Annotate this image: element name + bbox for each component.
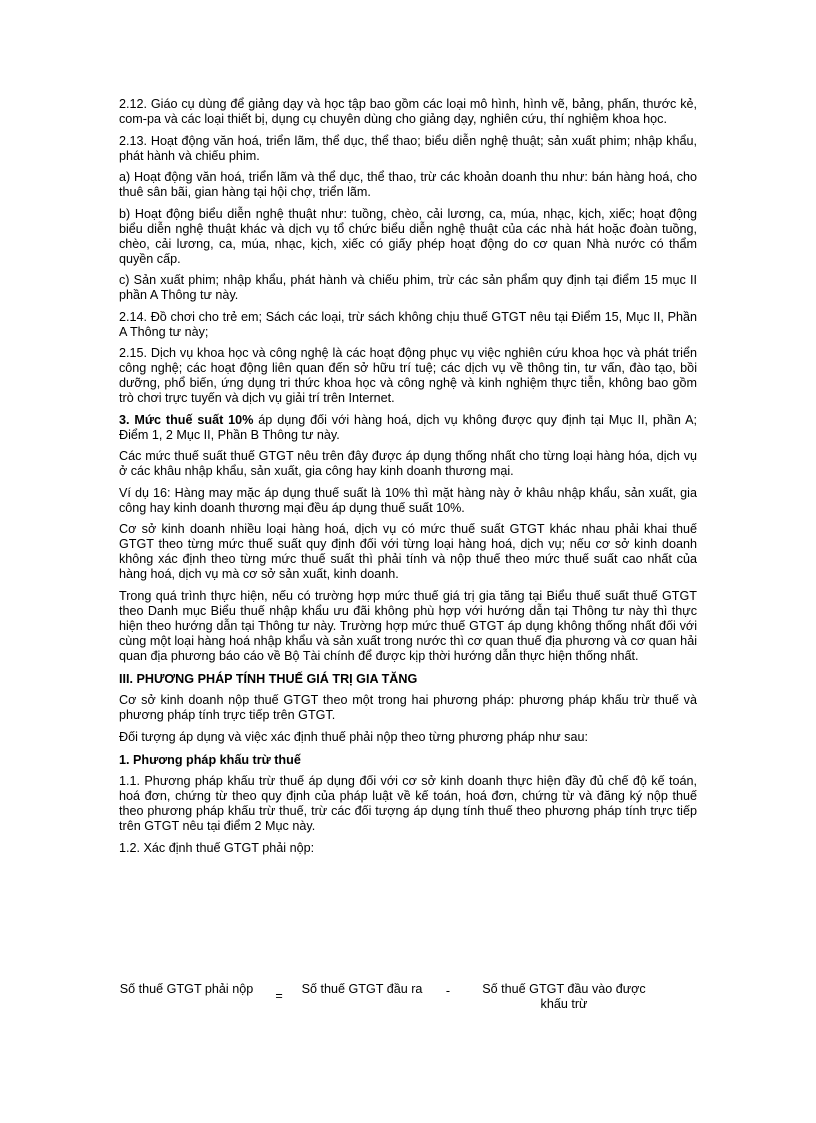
- section-iii-heading: III. PHƯƠNG PHÁP TÍNH THUẾ GIÁ TRỊ GIA TĂNG: [119, 671, 418, 686]
- rate-10-label: 3. Mức thuế suất 10%: [119, 412, 254, 427]
- formula-output-vat: Số thuế GTGT đầu ra: [301, 982, 423, 996]
- paragraph-2-13-a: a) Hoạt động văn hoá, triển lãm và thể dục, thể thao, trừ các khoản doanh thu như: bán hàng hoá, cho thuê sân bãi, gian hàng tại hội chợ, triển lãm.: [119, 170, 697, 199]
- paragraph-example-16: Ví dụ 16: Hàng may mặc áp dụng thuế suất là 10% thì mặt hàng này ở khâu nhập khẩu, sản xuất, gia công hay kinh doanh thương mại đều áp dụng thuế suất 10%.: [119, 485, 697, 515]
- paragraph-rate-10: [119, 413, 697, 443]
- paragraph-1-1: 1.1. Phương pháp khấu trừ thuế áp dụng đối với cơ sở kinh doanh thực hiện đầy đủ chế độ kế toán, hoá đơn, chứng từ theo quy định của pháp luật về kế toán, hoá đơn, chứng từ và đăng ký nộp thuế theo phương pháp khấu trừ thuế, trừ các đối tượng áp dụng tính thuế theo phương pháp tính trực tiếp trên GTGT nêu tại điểm 2 Mục này.: [119, 774, 697, 833]
- paragraph-2-15: 2.15. Dịch vụ khoa học và công nghệ là các hoạt động phục vụ việc nghiên cứu khoa học và phát triển công nghệ; các hoạt động liên quan đến sở hữu trí tuệ; các dịch vụ về thông tin, tư vấn, đào tạo, bồi dưỡng, phổ biến, ứng dụng tri thức khoa học và công nghệ và kinh nghiệm thực tiễn, không bao gồm trò chơi trực tuyến và dịch vụ giải trí trên Internet.: [119, 346, 697, 405]
- paragraph-2-14: 2.14. Đồ chơi cho trẻ em; Sách các loại, trừ sách không chịu thuế GTGT nêu tại Điểm 15, Mục II, Phần A Thông tư này;: [119, 309, 697, 339]
- paragraph-implementation: Trong quá trình thực hiện, nếu có trường hợp mức thuế giá trị gia tăng tại Biểu thuế suất thuế GTGT theo Danh mục Biểu thuế nhập khẩu ưu đãi không phù hợp với hướng dẫn tại Thông tư này thì thực hiện theo hướng dẫn tại Thông tư này. Trường hợp mức thuế GTGT áp dụng không thống nhất đối với cùng một loại hàng hoá nhập khẩu và sản xuất trong nước thì cơ quan thuế địa phương và cơ quan hải quan địa phương báo cáo về Bộ Tài chính để được kịp thời hướng dẫn thực hiện thống nhất.: [119, 588, 697, 663]
- formula-equals-sign: =: [275, 989, 283, 1003]
- formula-minus-sign: -: [445, 984, 451, 998]
- paragraph-2-13-b: b) Hoạt động biểu diễn nghệ thuật như: tuồng, chèo, cải lương, ca, múa, nhạc, kịch, xiếc; hoạt động biểu diễn nghệ thuật khác và dịch vụ tổ chức biểu diễn nghệ thuật của các nhà hát hoặc đoàn tuồng, chèo, cải lương, ca, múa, nhạc, kịch, xiếc có giấy phép hoạt động do cơ quan Nhà nước có thẩm quyền cấp.: [119, 206, 697, 266]
- method-1-heading: 1. Phương pháp khấu trừ thuế: [119, 752, 301, 767]
- vat-formula: [119, 982, 697, 1022]
- formula-vat-payable: Số thuế GTGT phải nộp: [119, 982, 254, 996]
- paragraph-2-12: 2.12. Giáo cụ dùng để giảng dạy và học tập bao gồm các loại mô hình, hình vẽ, bảng, phấn, thước kẻ, com-pa và các loại thiết bị, dụng cụ chuyên dùng cho giảng dạy, nghiên cứu, thí nghiệm khoa học.: [119, 97, 697, 126]
- paragraph-2-13: 2.13. Hoạt động văn hoá, triển lãm, thể dục, thể thao; biểu diễn nghệ thuật; sản xuất phim; nhập khẩu, phát hành và chiếu phim.: [119, 133, 697, 163]
- paragraph-1-2: 1.2. Xác định thuế GTGT phải nộp:: [119, 840, 315, 855]
- paragraph-subjects: Đối tượng áp dụng và việc xác định thuế phải nộp theo từng phương pháp như sau:: [119, 729, 588, 744]
- paragraph-multiple-rates: Cơ sở kinh doanh nhiều loại hàng hoá, dịch vụ có mức thuế suất GTGT khác nhau phải khai thuế GTGT theo từng mức thuế suất quy định đối với từng loại hàng hoá, dịch vụ; nếu cơ sở kinh doanh không xác định theo từng mức thuế suất thì phải tính và nộp thuế theo mức thuế suất cao nhất của hàng hoá, dịch vụ mà cơ sở sản xuất, kinh doanh.: [119, 522, 697, 581]
- rate-10-text: áp dụng đối với hàng hoá, dịch vụ không được quy định tại Mục II, phần A; Điểm 1, 2 Mục II, Phần B Thông tư này.: [119, 412, 697, 442]
- document-page: [119, 97, 697, 1011]
- paragraph-methods: Cơ sở kinh doanh nộp thuế GTGT theo một trong hai phương pháp: phương pháp khấu trừ thuế và phương pháp tính trực tiếp trên GTGT.: [119, 693, 697, 722]
- paragraph-2-13-c: c) Sản xuất phim; nhập khẩu, phát hành và chiếu phim, trừ các sản phẩm quy định tại điểm 15 mục II phần A Thông tư này.: [119, 273, 697, 302]
- formula-deductible-input-vat: Số thuế GTGT đầu vào được khấu trừ: [482, 982, 646, 1011]
- paragraph-uniform-rates: Các mức thuế suất thuế GTGT nêu trên đây được áp dụng thống nhất cho từng loại hàng hóa, dịch vụ ở các khâu nhập khẩu, sản xuất, gia công hay kinh doanh thương mại.: [119, 449, 697, 478]
